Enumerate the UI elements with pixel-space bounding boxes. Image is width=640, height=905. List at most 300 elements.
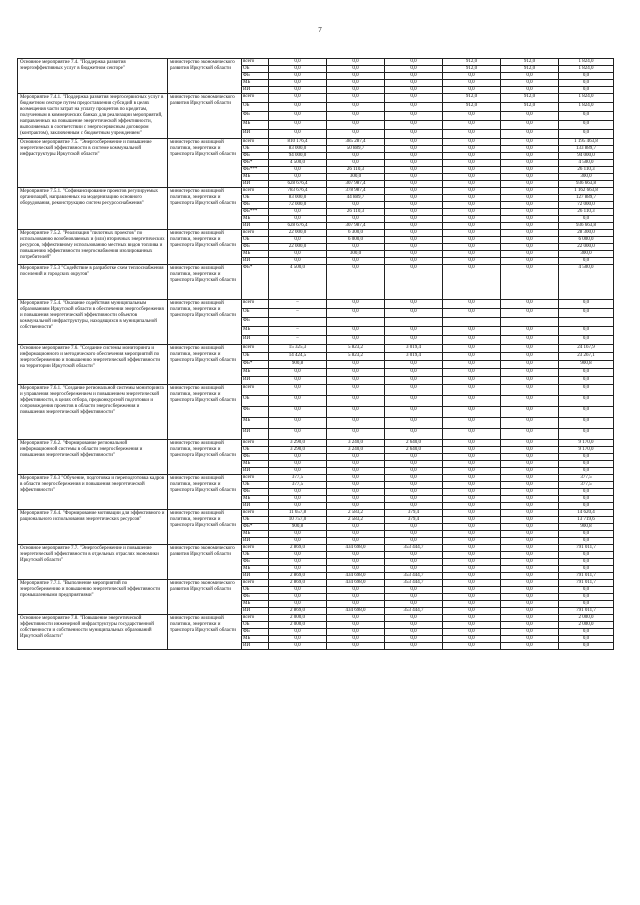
funding-source: МБ	[242, 601, 269, 608]
value-cell: 912,0	[501, 103, 559, 112]
table-row	[18, 265, 614, 300]
value-cell: 0,0	[443, 300, 501, 309]
total-cell: 1 824,0	[559, 94, 614, 103]
funding-source: ФБ***	[242, 209, 269, 216]
value-cell: 0,0	[327, 153, 385, 160]
table-row	[18, 615, 614, 622]
value-cell: 0,0	[269, 121, 327, 130]
value-cell: 0,0	[443, 601, 501, 608]
total-cell: 0,0	[559, 130, 614, 139]
value-cell: 0,0	[501, 429, 559, 440]
total-cell: 13 719,6	[559, 517, 614, 524]
value-cell: 6 300,0	[327, 230, 385, 237]
value-cell: 3 019,4	[385, 345, 443, 353]
total-cell: 26 110,3	[559, 209, 614, 216]
value-cell: 0,0	[327, 103, 385, 112]
value-cell: 3 240,0	[327, 440, 385, 447]
funding-source: всего	[242, 300, 269, 309]
table-row	[18, 230, 614, 237]
value-cell: 0,0	[501, 130, 559, 139]
value-cell: 0,0	[327, 309, 385, 318]
total-cell: 0,0	[559, 531, 614, 538]
value-cell: 0,0	[501, 309, 559, 318]
value-cell: 0,0	[501, 121, 559, 130]
value-cell: 307 987,4	[327, 223, 385, 230]
value-cell: 2 869,0	[269, 580, 327, 587]
value-cell: 0,0	[501, 181, 559, 188]
value-cell: 0,0	[443, 265, 501, 300]
value-cell: 2 869,0	[269, 545, 327, 552]
value-cell: 810 176,4	[269, 139, 327, 146]
value-cell: 0,0	[443, 146, 501, 153]
value-cell: 0,0	[385, 244, 443, 251]
value-cell: 0,0	[501, 552, 559, 559]
value-cell: 6 000,0	[327, 237, 385, 244]
measure-name: Мероприятие 7.4.1. "Поддержка развития энергосервисных услуг в бюджетном секторе путем предоставления субсидий в целях возмещения части затрат на уплату процентов по кредитам, полученным в коммерческих банках для реализации мероприятий, направленных на повышение энергетической эффективности, выполняемых в соответствии с энергосервисным договором (контрактом), заключенным с бюджетным учреждением"	[18, 94, 168, 139]
value-cell: 0,0	[269, 377, 327, 385]
value-cell: 0,0	[385, 309, 443, 318]
value-cell: 0,0	[501, 188, 559, 195]
value-cell: 0,0	[501, 216, 559, 223]
executor: министерство жилищной политики, энергетики и транспорта Иркутской области	[168, 385, 242, 440]
measure-name: Основное мероприятие 7.7. "Энергосбережение и повышение энергетической эффективности в отдельных отраслях экономики Иркутской области"	[18, 545, 168, 580]
funding-source: ИИ	[242, 429, 269, 440]
value-cell: 0,0	[327, 265, 385, 300]
value-cell: 0,0	[385, 59, 443, 66]
funding-source: ФБ	[242, 629, 269, 636]
value-cell: 0,0	[385, 643, 443, 650]
measure-name: Мероприятие 7.7.1. "Выполнение мероприятий по энергосбережению и повышению энергетической эффективности промышленными предприятиями"	[18, 580, 168, 615]
value-cell: 14 424,5	[269, 353, 327, 361]
total-cell: 0,0	[559, 87, 614, 94]
table-row	[18, 385, 614, 396]
executor: министерство жилищной политики, энергетики и транспорта Иркутской области	[168, 139, 242, 188]
value-cell: 353 444,7	[385, 573, 443, 580]
measure-name: Мероприятие 7.6.4. "Формирование мотивации для эффективного и рационального использования энергетических ресурсов"	[18, 510, 168, 545]
value-cell: 628 676,4	[269, 223, 327, 230]
value-cell: 0,0	[385, 327, 443, 336]
total-cell: 4 500,0	[559, 265, 614, 300]
value-cell: 307 987,4	[327, 181, 385, 188]
total-cell: 0,0	[559, 300, 614, 309]
value-cell: 912,0	[501, 94, 559, 103]
value-cell: 912,0	[443, 59, 501, 66]
value-cell: 0,0	[385, 566, 443, 573]
value-cell: 379,4	[385, 510, 443, 517]
value-cell: 0,0	[269, 636, 327, 643]
value-cell: 0,0	[385, 209, 443, 216]
value-cell: 0,0	[385, 223, 443, 230]
value-cell: –	[269, 336, 327, 345]
value-cell: 0,0	[385, 622, 443, 629]
funding-source: ИИ	[242, 130, 269, 139]
value-cell: 0,0	[385, 146, 443, 153]
total-cell: 0,0	[559, 629, 614, 636]
value-cell: 0,0	[443, 361, 501, 369]
total-cell: 23 267,1	[559, 353, 614, 361]
value-cell: 0,0	[269, 396, 327, 407]
value-cell: 0,0	[443, 489, 501, 496]
value-cell: 0,0	[385, 230, 443, 237]
funding-source: ФБ	[242, 407, 269, 418]
value-cell: 0,0	[327, 87, 385, 94]
funding-source: всего	[242, 510, 269, 517]
total-cell: 4 500,0	[559, 160, 614, 167]
total-cell: 0,0	[559, 503, 614, 510]
value-cell: 0,0	[327, 559, 385, 566]
value-cell: 15 325,3	[269, 345, 327, 353]
funding-source: ИИ	[242, 468, 269, 475]
value-cell: 0,0	[443, 608, 501, 615]
value-cell: 0,0	[269, 258, 327, 265]
total-cell: 133 889,7	[559, 146, 614, 153]
funding-source: ОБ	[242, 309, 269, 318]
value-cell: 0,0	[269, 87, 327, 94]
value-cell: 0,0	[269, 369, 327, 377]
measure-name: Мероприятие 7.5.2. "Реализация "пилотных проектов" по использованию возобновляемых и (или) вторичных энергетических ресурсов, эффективному использованию местных видов топлива и повышению эффективности энергоснабжения изолированных потребителей"	[18, 230, 168, 265]
total-cell: 0,0	[559, 468, 614, 475]
value-cell: 377,5	[269, 482, 327, 489]
value-cell: 0,0	[385, 216, 443, 223]
value-cell: 385 287,4	[327, 139, 385, 146]
table-row	[18, 300, 614, 309]
funding-source: МБ	[242, 327, 269, 336]
funding-source: ФБ*	[242, 160, 269, 167]
value-cell: 0,0	[269, 407, 327, 418]
funding-source: МБ	[242, 251, 269, 258]
value-cell: 0,0	[443, 503, 501, 510]
value-cell: 0,0	[501, 615, 559, 622]
value-cell: 0,0	[269, 174, 327, 181]
value-cell: 0,0	[501, 440, 559, 447]
total-cell: 377,5	[559, 482, 614, 489]
value-cell: 0,0	[501, 622, 559, 629]
value-cell: 0,0	[327, 300, 385, 309]
value-cell: 0,0	[443, 418, 501, 429]
value-cell: 0,0	[385, 167, 443, 174]
value-cell: 0,0	[269, 601, 327, 608]
value-cell: 0,0	[501, 566, 559, 573]
value-cell: 0,0	[443, 636, 501, 643]
value-cell: 0,0	[443, 251, 501, 258]
total-cell: 94 000,0	[559, 153, 614, 160]
value-cell: 434 698,0	[327, 545, 385, 552]
value-cell: 0,0	[443, 552, 501, 559]
value-cell: 434 698,0	[327, 608, 385, 615]
value-cell: 0,0	[269, 496, 327, 503]
table-row	[18, 139, 614, 146]
value-cell: 0,0	[443, 377, 501, 385]
funding-source: ИИ	[242, 503, 269, 510]
value-cell: 0,0	[385, 361, 443, 369]
value-cell: 0,0	[269, 73, 327, 80]
value-cell: 0,0	[443, 153, 501, 160]
measure-name: Основное мероприятие 7.5. "Энергосбережение и повышение энергетической эффективности в системе коммунальной инфраструктуры Иркутской области"	[18, 139, 168, 188]
value-cell: 2 583,2	[327, 517, 385, 524]
total-cell: 0,0	[559, 559, 614, 566]
funding-source: всего	[242, 385, 269, 396]
funding-source: ФБ	[242, 489, 269, 496]
value-cell: 0,0	[443, 517, 501, 524]
funding-source: ФБ*	[242, 265, 269, 300]
value-cell: 0,0	[327, 396, 385, 407]
funding-source: ФБ	[242, 244, 269, 251]
value-cell: 0,0	[501, 531, 559, 538]
executor: министерство жилищной политики, энергетики и транспорта Иркутской области	[168, 188, 242, 230]
value-cell: 0,0	[327, 629, 385, 636]
value-cell: 377,5	[269, 475, 327, 482]
value-cell: 0,0	[501, 139, 559, 146]
value-cell: 783 676,4	[269, 188, 327, 195]
value-cell	[327, 318, 385, 327]
value-cell: 0,0	[385, 160, 443, 167]
value-cell: 0,0	[501, 447, 559, 454]
value-cell: 0,0	[327, 524, 385, 531]
funding-source: МБ	[242, 461, 269, 468]
funding-source: МБ	[242, 636, 269, 643]
value-cell: 0,0	[443, 468, 501, 475]
total-cell: 2 000,0	[559, 622, 614, 629]
value-cell: 0,0	[385, 130, 443, 139]
value-cell: 0,0	[501, 396, 559, 407]
value-cell: 0,0	[501, 517, 559, 524]
value-cell: 0,0	[327, 496, 385, 503]
funding-source: всего	[242, 440, 269, 447]
executor: министерство жилищной политики, энергетики и транспорта Иркутской области	[168, 475, 242, 510]
funding-source: ФБ	[242, 202, 269, 209]
value-cell: 0,0	[501, 629, 559, 636]
value-cell: 0,0	[501, 524, 559, 531]
funding-source: МБ	[242, 121, 269, 130]
value-cell: 3 019,4	[385, 353, 443, 361]
funding-source: ФБ	[242, 454, 269, 461]
executor: министерство экономического развития Иркутской области	[168, 94, 242, 139]
value-cell: 0,0	[327, 538, 385, 545]
value-cell: 0,0	[501, 573, 559, 580]
total-cell: 0,0	[559, 587, 614, 594]
executor: министерство жилищной политики, энергетики и транспорта Иркутской области	[168, 265, 242, 300]
measure-name: Мероприятие 7.5.4. "Оказание содействия муниципальным образованиям Иркутской области в обеспечении энергосбережения и повышения энергетической эффективности объектов коммунальной инфраструктуры, находящихся в муниципальной собственности"	[18, 300, 168, 345]
value-cell: 0,0	[385, 121, 443, 130]
funding-source: всего	[242, 139, 269, 146]
total-cell: 0,0	[559, 369, 614, 377]
value-cell: 0,0	[443, 216, 501, 223]
value-cell: 0,0	[501, 153, 559, 160]
value-cell: 0,0	[385, 300, 443, 309]
value-cell: 0,0	[385, 139, 443, 146]
funding-source: ИИ	[242, 538, 269, 545]
value-cell: 0,0	[443, 139, 501, 146]
value-cell: 0,0	[443, 396, 501, 407]
value-cell: 0,0	[385, 594, 443, 601]
funding-source: ОБ	[242, 517, 269, 524]
total-cell: 0,0	[559, 80, 614, 87]
value-cell: 0,0	[269, 587, 327, 594]
value-cell: 0,0	[385, 174, 443, 181]
value-cell: 0,0	[327, 643, 385, 650]
funding-source: МБ	[242, 496, 269, 503]
total-cell: 900,8	[559, 524, 614, 531]
total-cell: 0,0	[559, 636, 614, 643]
value-cell: 0,0	[443, 112, 501, 121]
total-cell: 791 011,7	[559, 608, 614, 615]
total-cell: 0,0	[559, 496, 614, 503]
value-cell: 0,0	[385, 396, 443, 407]
total-cell: 127 889,7	[559, 195, 614, 202]
value-cell: 0,0	[443, 369, 501, 377]
value-cell: 628 676,4	[269, 181, 327, 188]
total-cell: 0,0	[559, 552, 614, 559]
total-cell: 0,0	[559, 258, 614, 265]
table-row	[18, 188, 614, 195]
value-cell: 94 000,0	[269, 153, 327, 160]
total-cell: 24 167,9	[559, 345, 614, 353]
value-cell	[443, 318, 501, 327]
funding-source: МБ	[242, 531, 269, 538]
value-cell: 0,0	[327, 566, 385, 573]
total-cell: 900,8	[559, 361, 614, 369]
value-cell: 0,0	[501, 251, 559, 258]
total-cell: 0,0	[559, 454, 614, 461]
value-cell: 50 889,7	[327, 146, 385, 153]
value-cell: 300,0	[327, 251, 385, 258]
value-cell: 2 000,0	[269, 622, 327, 629]
total-cell: 0,0	[559, 538, 614, 545]
value-cell: 0,0	[443, 230, 501, 237]
value-cell: 0,0	[443, 223, 501, 230]
value-cell: 0,0	[501, 361, 559, 369]
page-number: 7	[318, 26, 322, 34]
funding-source: всего	[242, 94, 269, 103]
value-cell: 0,0	[501, 385, 559, 396]
total-cell: 0,0	[559, 594, 614, 601]
value-cell: 0,0	[443, 538, 501, 545]
value-cell: 0,0	[385, 496, 443, 503]
value-cell: 0,0	[385, 552, 443, 559]
financing-table	[17, 58, 614, 650]
value-cell: 0,0	[443, 309, 501, 318]
total-cell: 1 824,0	[559, 66, 614, 73]
total-cell: 1 824,0	[559, 103, 614, 112]
value-cell: 0,0	[327, 369, 385, 377]
value-cell: 44 889,7	[327, 195, 385, 202]
value-cell: 0,0	[327, 258, 385, 265]
value-cell: 0,0	[501, 353, 559, 361]
value-cell: 912,0	[443, 103, 501, 112]
total-cell: 14 620,4	[559, 510, 614, 517]
funding-source: всего	[242, 580, 269, 587]
value-cell: 0,0	[269, 629, 327, 636]
value-cell: 0,0	[501, 209, 559, 216]
total-cell: 28 300,0	[559, 230, 614, 237]
value-cell: 0,0	[385, 531, 443, 538]
value-cell: 0,0	[443, 174, 501, 181]
funding-source: ФБ	[242, 112, 269, 121]
value-cell: 0,0	[327, 202, 385, 209]
value-cell: 0,0	[327, 327, 385, 336]
value-cell: 0,0	[269, 559, 327, 566]
total-cell: 300,0	[559, 251, 614, 258]
value-cell: 3 290,0	[269, 447, 327, 454]
value-cell: 0,0	[385, 202, 443, 209]
value-cell: 0,0	[501, 265, 559, 300]
value-cell: 0,0	[501, 482, 559, 489]
total-cell: 1 162 663,8	[559, 188, 614, 195]
value-cell: 0,0	[327, 475, 385, 482]
value-cell: 0,0	[327, 418, 385, 429]
value-cell: 0,0	[443, 407, 501, 418]
value-cell: 0,0	[443, 327, 501, 336]
executor: министерство жилищной политики, энергетики и транспорта Иркутской области	[168, 230, 242, 265]
value-cell: 0,0	[385, 385, 443, 396]
value-cell: 26 110,3	[327, 167, 385, 174]
value-cell: 0,0	[327, 73, 385, 80]
value-cell: 0,0	[443, 629, 501, 636]
value-cell: 0,0	[385, 369, 443, 377]
funding-source: всего	[242, 345, 269, 353]
value-cell: 10 757,0	[269, 517, 327, 524]
executor: министерство экономического развития Иркутской области	[168, 59, 242, 94]
value-cell: 912,0	[501, 66, 559, 73]
funding-source: ОБ	[242, 237, 269, 244]
value-cell: 0,0	[443, 447, 501, 454]
value-cell: 0,0	[385, 94, 443, 103]
funding-source: ИИ	[242, 608, 269, 615]
executor: министерство жилищной политики, энергетики и транспорта Иркутской области	[168, 440, 242, 475]
value-cell: 0,0	[327, 112, 385, 121]
funding-source: ФБ	[242, 73, 269, 80]
value-cell: 0,0	[327, 59, 385, 66]
measure-name: Мероприятие 7.5.3 "Содействие в разработке схем теплоснабжения поселений и городских округов"	[18, 265, 168, 300]
value-cell: 0,0	[327, 244, 385, 251]
value-cell: 5 823,2	[327, 345, 385, 353]
value-cell: 0,0	[443, 496, 501, 503]
total-cell: 22 000,0	[559, 244, 614, 251]
value-cell: 0,0	[269, 454, 327, 461]
funding-source: ФБ	[242, 594, 269, 601]
value-cell: 0,0	[385, 66, 443, 73]
funding-source: ИИ	[242, 181, 269, 188]
value-cell: 0,0	[501, 489, 559, 496]
value-cell: 0,0	[327, 377, 385, 385]
value-cell: 0,0	[327, 429, 385, 440]
value-cell: 0,0	[385, 461, 443, 468]
value-cell: 0,0	[443, 573, 501, 580]
total-cell: 377,5	[559, 475, 614, 482]
value-cell: 0,0	[269, 66, 327, 73]
value-cell: 0,0	[443, 440, 501, 447]
value-cell: 0,0	[269, 167, 327, 174]
value-cell: 0,0	[327, 636, 385, 643]
value-cell: 0,0	[501, 300, 559, 309]
table-row	[18, 475, 614, 482]
value-cell: 0,0	[327, 482, 385, 489]
funding-source: ФБ	[242, 318, 269, 327]
value-cell: 0,0	[269, 594, 327, 601]
total-cell: 0,0	[559, 309, 614, 318]
total-cell: 0,0	[559, 377, 614, 385]
value-cell: 0,0	[443, 559, 501, 566]
value-cell: 0,0	[443, 429, 501, 440]
funding-source: всего	[242, 615, 269, 622]
value-cell: 0,0	[385, 629, 443, 636]
value-cell: 0,0	[443, 594, 501, 601]
executor: министерство жилищной политики, энергетики и транспорта Иркутской области	[168, 615, 242, 650]
value-cell: 0,0	[443, 461, 501, 468]
total-cell: 300,0	[559, 174, 614, 181]
total-cell: 0,0	[559, 643, 614, 650]
value-cell: 0,0	[501, 369, 559, 377]
